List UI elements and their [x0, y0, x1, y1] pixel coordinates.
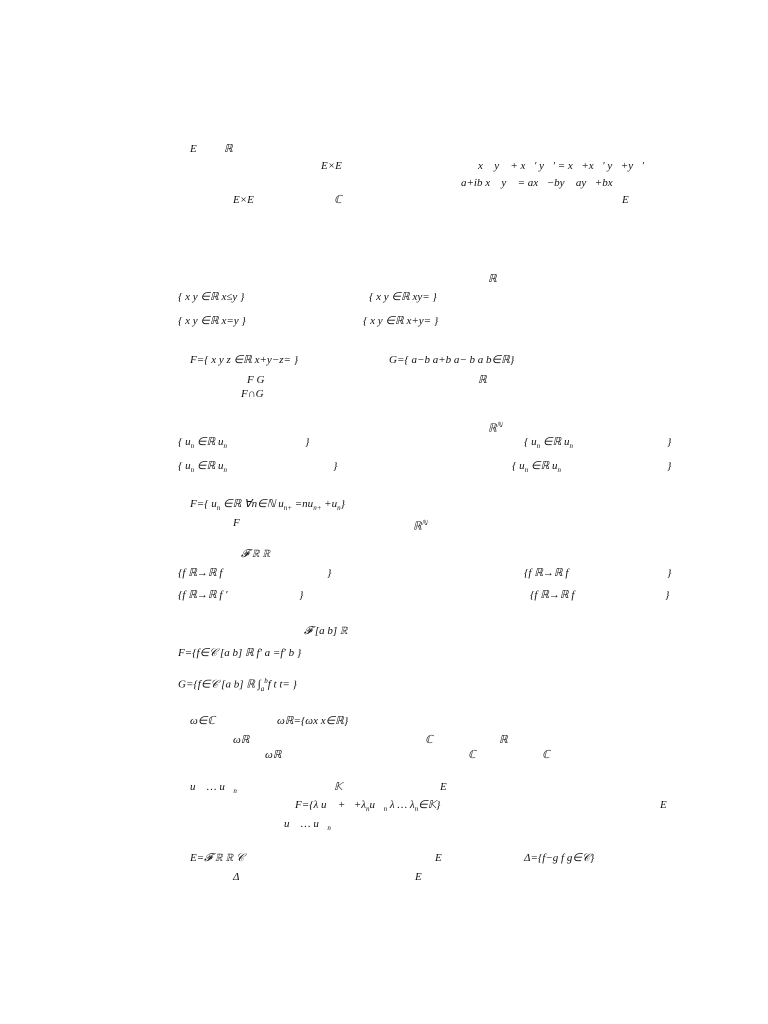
- math-fragment: {f ℝ→ℝ f ′: [178, 589, 228, 601]
- math-fragment: { x y ∈ℝ x≤y }: [178, 291, 245, 303]
- math-fragment: F: [233, 517, 240, 529]
- math-fragment: }: [667, 436, 672, 448]
- math-fragment: {f ℝ→ℝ f: [178, 567, 223, 579]
- math-fragment: { $u_n$ ∈ℝ $u_n$: [178, 460, 227, 475]
- math-fragment: ω∈ℂ: [190, 715, 216, 727]
- math-fragment: F∩G: [241, 388, 264, 400]
- math-fragment: }: [667, 567, 672, 579]
- math-fragment: E×E: [233, 194, 254, 206]
- math-fragment: F={ $u_n$ ∈ℝ ∀n∈ℕ $u_{n+} =nu_{n+} +u_n$}: [190, 498, 346, 513]
- math-fragment: ℝ: [499, 734, 508, 746]
- math-fragment: { x y ∈ℝ x+y= }: [363, 315, 439, 327]
- math-fragment: {f ℝ→ℝ f: [524, 567, 569, 579]
- math-fragment: E: [660, 799, 667, 811]
- math-fragment: E: [415, 871, 422, 883]
- math-fragment: F={f∈𝒞 [a b] ℝ f′ a =f′ b }: [178, 647, 302, 659]
- math-fragment: Δ={f−g f g∈𝒞}: [524, 852, 595, 864]
- math-fragment: E=𝓕 ℝ ℝ 𝒞: [190, 852, 245, 864]
- math-fragment: x⃗ y⃗ + x⃗′ y⃗′ = x⃗+x⃗′ y⃗+y⃗′: [478, 160, 645, 172]
- math-fragment: ℝ: [478, 374, 487, 386]
- math-fragment: ℂ: [542, 749, 550, 761]
- math-fragment: { $u_n$ ∈ℝ $u_n$: [524, 436, 573, 451]
- math-fragment: ℂ: [334, 194, 342, 206]
- math-fragment: E: [190, 143, 197, 155]
- math-fragment: ℝ$^ℕ$: [488, 421, 503, 435]
- math-fragment: E: [622, 194, 629, 206]
- math-fragment: { x y ∈ℝ x=y }: [178, 315, 246, 327]
- math-fragment: ωℝ={ωx x∈ℝ}: [277, 715, 349, 727]
- math-fragment: ℂ: [468, 749, 476, 761]
- math-fragment: {f ℝ→ℝ f: [530, 589, 575, 601]
- math-fragment: u⃗ … $u⃗_n$: [284, 818, 331, 833]
- math-fragment: E: [435, 852, 442, 864]
- math-fragment: ℝ: [488, 273, 497, 285]
- math-fragment: }: [305, 436, 310, 448]
- math-fragment: ℂ: [425, 734, 433, 746]
- math-fragment: ℝ: [224, 143, 233, 155]
- math-fragment: u⃗ … $u⃗_n$: [190, 781, 237, 796]
- math-fragment: }: [299, 589, 304, 601]
- math-fragment: }: [327, 567, 332, 579]
- math-fragment: { $u_n$ ∈ℝ $u_n$: [512, 460, 561, 475]
- math-fragment: }: [333, 460, 338, 472]
- math-fragment: ωℝ: [233, 734, 250, 746]
- math-fragment: Δ: [233, 871, 240, 883]
- math-fragment: }: [667, 460, 672, 472]
- math-fragment: G={ a−b a+b a− b a b∈ℝ}: [389, 354, 515, 366]
- math-fragment: a+ib x⃗ y⃗ = ax⃗−by⃗ ay⃗+bx⃗: [461, 177, 622, 189]
- math-fragment: F G: [247, 374, 265, 386]
- math-fragment: { $u_n$ ∈ℝ $u_n$: [178, 436, 227, 451]
- math-fragment: 𝕂: [334, 781, 343, 793]
- math-fragment: { x y ∈ℝ xy= }: [369, 291, 437, 303]
- math-fragment: G={f∈𝒞 [a b] ℝ $\int_a^bf$ t t= }: [178, 677, 297, 693]
- math-fragment: E×E: [321, 160, 342, 172]
- math-fragment: 𝓕 [a b] ℝ: [304, 625, 348, 637]
- math-fragment: 𝓕 ℝ ℝ: [241, 548, 271, 560]
- math-fragment: E: [440, 781, 447, 793]
- math-fragment: ℝ$^ℕ$: [413, 519, 428, 533]
- math-fragment: }: [665, 589, 670, 601]
- math-fragment: F={λ u⃗ $+\cdots+\lambda_nu⃗_n$ λ … $\lambda_n\in 𝕂$}: [295, 799, 441, 814]
- math-fragment: ωℝ: [265, 749, 282, 761]
- math-fragment: F={ x y z ∈ℝ x+y−z= }: [190, 354, 299, 366]
